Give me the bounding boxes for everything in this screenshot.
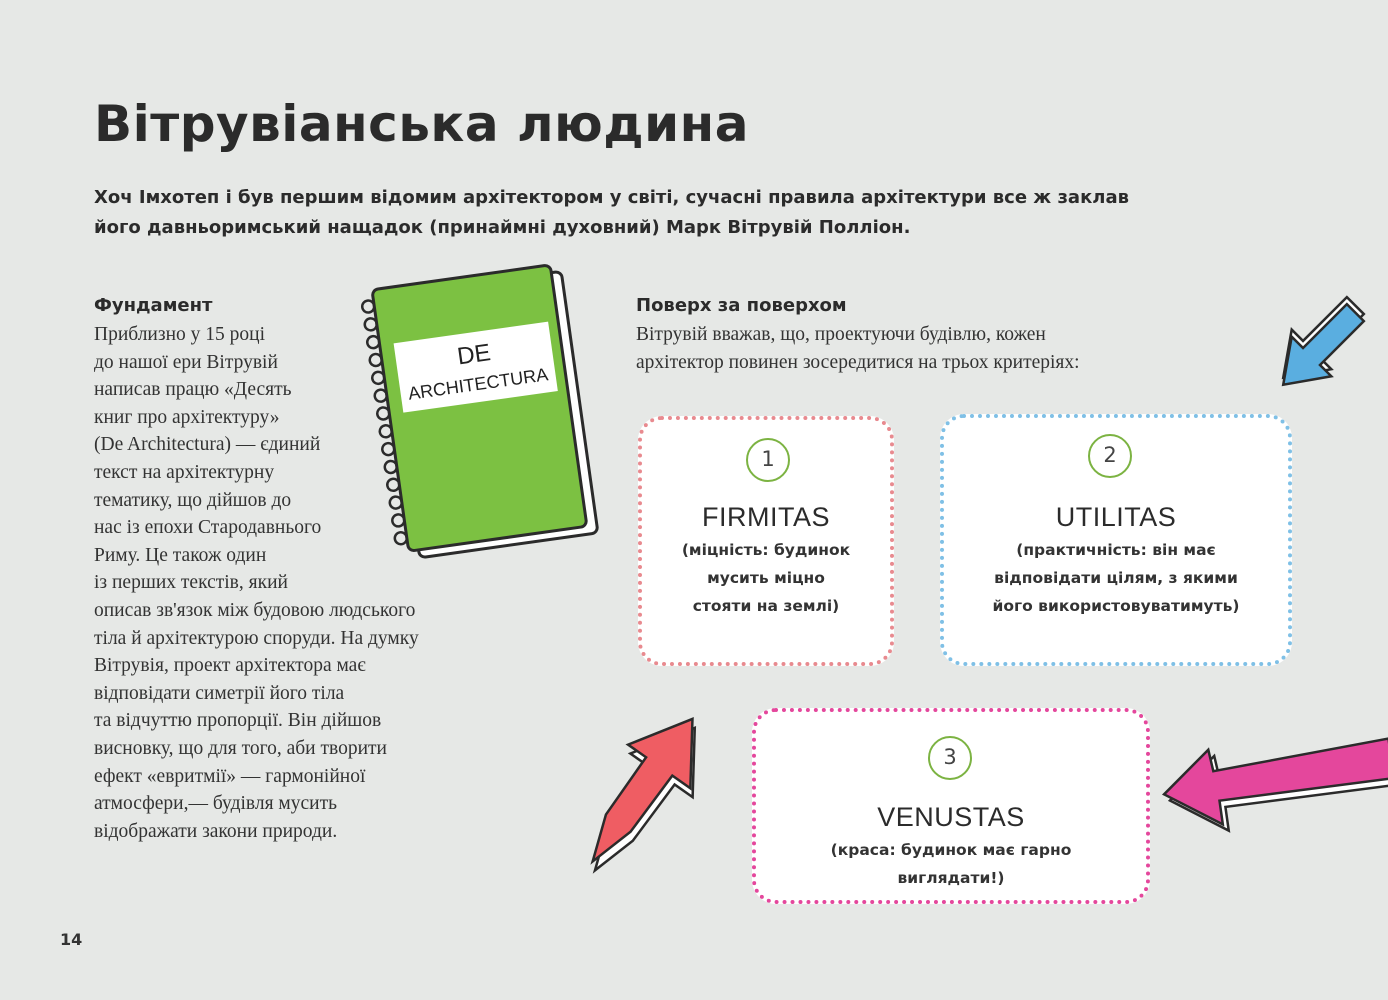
text-line: атмосфери,— будівля мусить [94,793,338,815]
desc-line: мусить міцно [707,569,825,587]
left-section-heading: Фундамент [94,295,213,316]
page-title: Вітрувіанська людина [94,95,749,153]
criterion-name: UTILITAS [1055,502,1177,532]
desc-line: (краса: будинок має гарно [830,841,1072,859]
criterion-description [756,836,1146,892]
right-section-text [636,321,1080,376]
text-line: книг про архітектуру» [94,406,280,428]
intro-line: його давньоримський нащадок (принаймні духовний) Марк Вітрувій Полліон. [94,217,911,238]
criterion-card-venustas [752,708,1150,904]
desc-line: виглядати!) [897,869,1005,887]
blue-arrow-icon [1270,288,1370,408]
pink-arrow-body [1159,725,1388,832]
text-line: та відчуттю пропорції. Він дійшов [94,710,382,732]
criterion-card-utilitas [940,414,1292,666]
text-line: із перших текстів, який [94,572,288,594]
desc-line: відповідати цілям, з якими [994,569,1238,587]
intro-paragraph [94,183,1154,243]
red-arrow-icon [572,696,712,886]
criterion-number: 2 [1088,434,1132,478]
text-line: текст на архітектурну [94,461,275,483]
text-line: нас із епохи Стародавнього [94,517,322,539]
right-section-heading: Поверх за поверхом [636,295,847,316]
desc-line: стояти на землі) [692,597,840,615]
text-line: описав зв'язок між будовою людського [94,599,416,621]
criterion-number: 1 [746,438,790,482]
book-illustration [360,262,600,562]
criterion-description [642,536,890,620]
text-line: тематику, що дійшов до [94,489,292,511]
text-line: написав працю «Десять [94,379,292,401]
red-arrow-body [562,697,724,883]
text-line: відображати закони природи. [94,820,338,842]
criterion-number: 3 [928,736,972,780]
text-line: тіла й архітектурою споруди. На думку [94,627,419,649]
page-number: 14 [60,930,83,949]
text-line: Вітрувій вважав, що, проектуючи будівлю, кожен [636,324,1046,345]
text-line: Риму. Це також один [94,544,267,566]
text-line: архітектор повинен зосередитися на трьох критеріях: [636,351,1080,373]
criterion-name: FIRMITAS [702,502,830,532]
criterion-card-firmitas [638,416,894,666]
text-line: Вітрувія, проект архітектора має [94,655,366,677]
criterion-description [944,536,1288,620]
desc-line: (практичність: він має [1016,541,1216,559]
text-line: (De Architectura) — єдиний [94,434,321,456]
text-line: висновку, що для того, аби творити [94,737,387,759]
intro-line: Хоч Імхотеп і був першим відомим архітектором у світі, сучасні правила архітектури все ж заклав [94,187,1130,208]
text-line: відповідати симетрії його тіла [94,682,345,704]
desc-line: його використовуватимуть) [992,597,1240,615]
criterion-name: VENUSTAS [877,802,1025,832]
text-line: Приблизно у 15 році [94,324,265,345]
book-label-line2: ARCHITECTURA [406,364,550,404]
book-label-line1: DE [455,339,493,371]
desc-line: (міцність: будинок [681,541,851,559]
pink-arrow-icon [1158,724,1388,834]
text-line: до нашої ери Вітрувій [94,351,278,373]
text-line: ефект «евритмії» — гармонійної [94,765,366,787]
